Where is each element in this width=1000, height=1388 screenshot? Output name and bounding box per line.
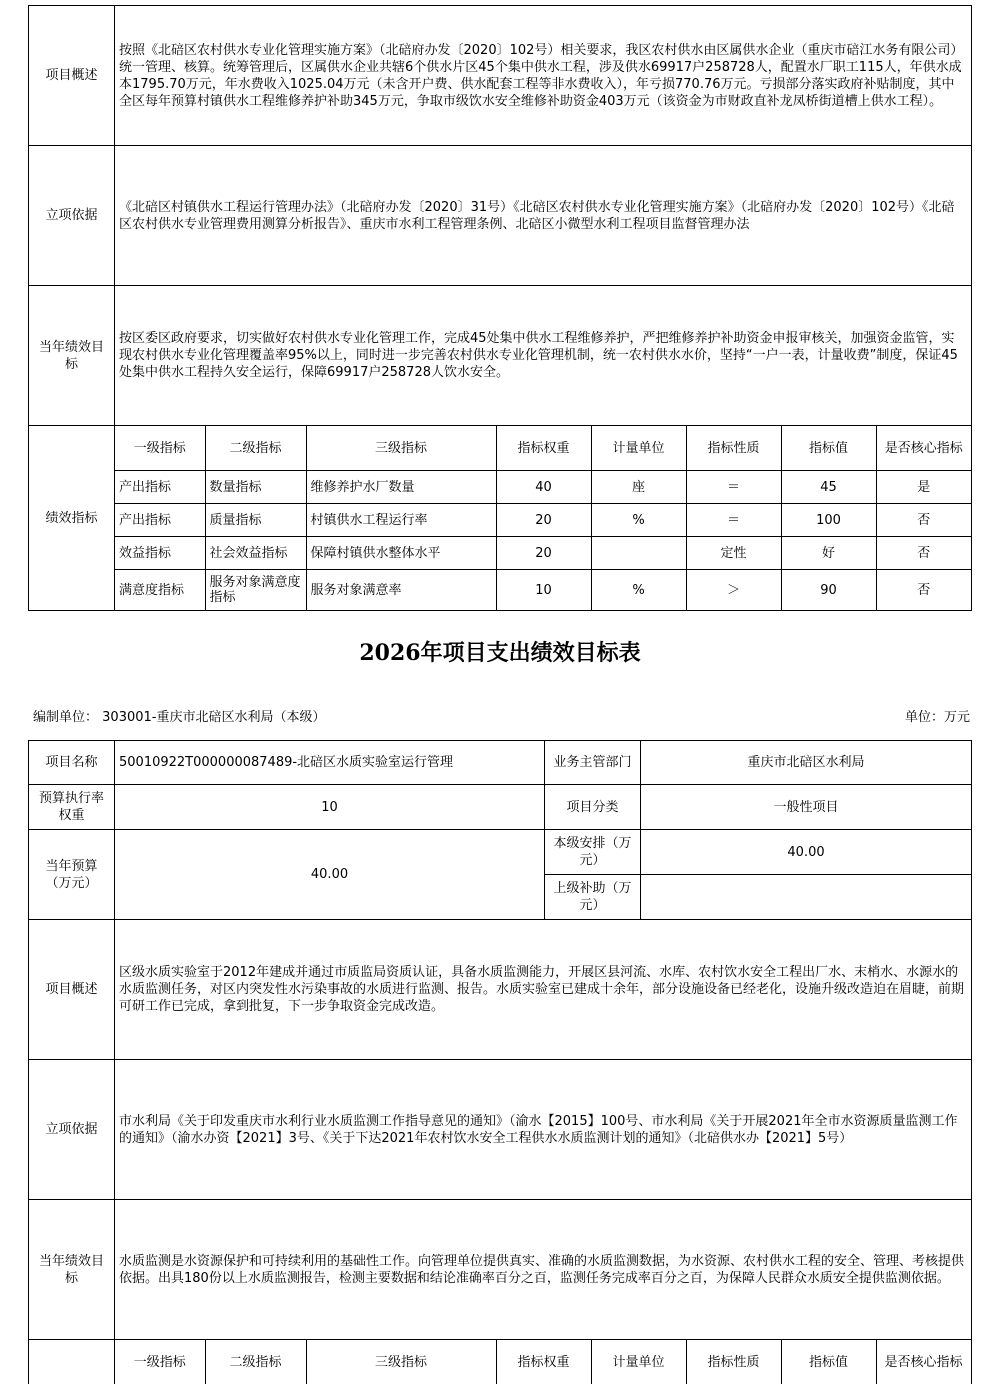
basis-text: 《北碚区村镇供水工程运行管理办法》（北碚府办发〔2020〕31号）《北碚区农村供水专业化管理实施方案》（北碚府办发〔2020〕102号）《北碚区农村供水专业管理费用测算分析报告》、重庆市水利工程管理条例、北碚区小微型水利工程项目监督管理办法	[115, 146, 972, 286]
goal-text: 水质监测是水资源保护和可持续利用的基础性工作。向管理单位提供真实、准确的水质监测数据，为水资源、农村供水工程的安全、管理、考核提供依据。出具180份以上水质监测报告，检测主要数据和结论准确率百分之百，监测任务完成率百分之百，为保障人民群众水质安全提供监测依据。	[115, 1200, 972, 1340]
goal-row	[29, 1200, 972, 1340]
basis-row	[29, 1060, 972, 1200]
exec-weight-row	[29, 785, 972, 830]
cell-unit: 座	[591, 471, 686, 504]
cell-weight: 10	[496, 570, 591, 611]
basis-row	[29, 146, 972, 286]
cell-level2: 质量指标	[205, 504, 306, 537]
cell-core: 否	[876, 570, 971, 611]
cell-nature: 定性	[686, 537, 781, 570]
cell-weight: 20	[496, 504, 591, 537]
basis-label: 立项依据	[29, 1060, 115, 1200]
cell-value: 90	[781, 570, 876, 611]
budget-label: 当年预算（万元）	[29, 830, 115, 920]
cell-level2: 社会效益指标	[205, 537, 306, 570]
indicator-header-row	[115, 426, 971, 471]
cell-weight: 40	[496, 471, 591, 504]
local-label: 本级安排（万元）	[545, 830, 641, 875]
cell-level3: 维修养护水厂数量	[306, 471, 496, 504]
header-level1: 一级指标	[115, 1340, 205, 1384]
cell-value: 好	[781, 537, 876, 570]
budget-value: 40.00	[115, 830, 545, 920]
cell-core: 否	[876, 504, 971, 537]
cell-nature: ＝	[686, 504, 781, 537]
header-level2: 二级指标	[205, 1340, 306, 1384]
cell-level1: 产出指标	[115, 471, 205, 504]
project-table-1	[28, 5, 972, 611]
cell-nature: ＞	[686, 570, 781, 611]
cell-level1: 效益指标	[115, 537, 205, 570]
cell-unit	[591, 537, 686, 570]
header-level2: 二级指标	[205, 426, 306, 471]
overview-row	[29, 6, 972, 146]
header-value: 指标值	[781, 426, 876, 471]
cell-level3: 保障村镇供水整体水平	[306, 537, 496, 570]
header-level3: 三级指标	[306, 426, 496, 471]
indicator-table	[115, 1340, 972, 1384]
indicators-label: 绩效指标	[29, 426, 115, 611]
indicator-row	[115, 537, 971, 570]
dept-label: 业务主管部门	[545, 741, 641, 785]
cell-level3: 村镇供水工程运行率	[306, 504, 496, 537]
header-value: 指标值	[781, 1340, 876, 1384]
goal-label: 当年绩效目标	[29, 286, 115, 426]
compiling-unit	[33, 706, 325, 725]
header-unit: 计量单位	[591, 426, 686, 471]
overview-text: 区级水质实验室于2012年建成并通过市质监局资质认证，具备水质监测能力，开展区县河流、水库、农村饮水安全工程出厂水、末梢水、水源水的水质监测任务，对区内突发性水污染事故的水质进行监测、报告。水质实验室已建成十余年，部分设施设备已经老化，设施升级改造迫在眉睫，前期可研工作已完成，拿到批复，下一步争取资金完成改造。	[115, 920, 972, 1060]
overview-text: 按照《北碚区农村供水专业化管理实施方案》（北碚府办发〔2020〕102号）相关要求，我区农村供水由区属供水企业（重庆市碚江水务有限公司）统一管理、核算。统筹管理后，区属供水企业共辖6个供水片区45个集中供水工程，涉及供水69917户258728人，配置水厂职工115人，年供水成本1795.70万元，年水费收入1025.04万元（未含开户费、供水配套工程等非水费收入），年亏损770.76万元。亏损部分落实政府补贴制度，其中全区每年预算村镇供水工程维修养护补助345万元，争取市级饮水安全维修补助资金403万元（该资金为市财政直补龙凤桥街道槽上供水工程）。	[115, 6, 972, 146]
compiling-unit-label: 编制单位：	[33, 710, 99, 725]
category-label: 项目分类	[545, 785, 641, 830]
upper-label: 上级补助（万元）	[545, 875, 641, 920]
cell-level1: 产出指标	[115, 504, 205, 537]
overview-row	[29, 920, 972, 1060]
cell-level2: 数量指标	[205, 471, 306, 504]
indicator-row	[115, 570, 971, 611]
overview-label: 项目概述	[29, 6, 115, 146]
page-title: 2026年项目支出绩效目标表	[359, 640, 641, 666]
header-core: 是否核心指标	[876, 1340, 971, 1384]
header-unit: 计量单位	[591, 1340, 686, 1384]
header-core: 是否核心指标	[876, 426, 971, 471]
exec-weight-label: 预算执行率权重	[29, 785, 115, 830]
exec-weight-value: 10	[115, 785, 545, 830]
cell-value: 45	[781, 471, 876, 504]
cell-core: 是	[876, 471, 971, 504]
basis-label: 立项依据	[29, 146, 115, 286]
cell-nature: ＝	[686, 471, 781, 504]
budget-row	[29, 830, 972, 875]
cell-level3: 服务对象满意率	[306, 570, 496, 611]
upper-value	[641, 875, 972, 920]
header-nature: 指标性质	[686, 426, 781, 471]
indicator-table	[115, 426, 971, 610]
project-name-row	[29, 741, 972, 785]
compiling-unit-value: 303001-重庆市北碚区水利局（本级）	[102, 710, 326, 725]
overview-label: 项目概述	[29, 920, 115, 1060]
indicators-row	[29, 426, 972, 611]
cell-weight: 20	[496, 537, 591, 570]
goal-text: 按区委区政府要求，切实做好农村供水专业化管理工作，完成45处集中供水工程维修养护，严把维修养护补助资金申报审核关，加强资金监管，实现农村供水专业化管理覆盖率95%以上，同时进一步完善农村供水专业化管理机制，统一农村供水水价，坚持“一户一表，计量收费”制度，保证45处集中供水工程持久安全运行，保障69917户258728人饮水安全。	[115, 286, 972, 426]
header-level3: 三级指标	[306, 1340, 496, 1384]
indicators-row	[29, 1340, 972, 1385]
currency-unit: 单位：万元	[904, 710, 970, 725]
category-value: 一般性项目	[641, 785, 972, 830]
header-weight: 指标权重	[496, 1340, 591, 1384]
goal-label: 当年绩效目标	[29, 1200, 115, 1340]
indicator-row	[115, 471, 971, 504]
header-nature: 指标性质	[686, 1340, 781, 1384]
basis-text: 市水利局《关于印发重庆市水利行业水质监测工作指导意见的通知》（渝水【2015】100号、市水利局《关于开展2021年全市水资源质量监测工作的通知》（渝水办资【2021】3号、《关于下达2021年农村饮水安全工程供水水质监测计划的通知》（北碚供水办【2021】5号）	[115, 1060, 972, 1200]
cell-core: 否	[876, 537, 971, 570]
header-level1: 一级指标	[115, 426, 205, 471]
project-table-2	[28, 740, 972, 1384]
header-weight: 指标权重	[496, 426, 591, 471]
cell-value: 100	[781, 504, 876, 537]
local-value: 40.00	[641, 830, 972, 875]
project-name-label: 项目名称	[29, 741, 115, 785]
cell-unit: %	[591, 504, 686, 537]
cell-level1: 满意度指标	[115, 570, 205, 611]
cell-level2: 服务对象满意度指标	[205, 570, 306, 611]
indicator-header-row	[115, 1340, 971, 1384]
project-name-value: 50010922T000000087489-北碚区水质实验室运行管理	[115, 741, 545, 785]
cell-unit: %	[591, 570, 686, 611]
goal-row	[29, 286, 972, 426]
dept-value: 重庆市北碚区水利局	[641, 741, 972, 785]
indicator-row	[115, 504, 971, 537]
